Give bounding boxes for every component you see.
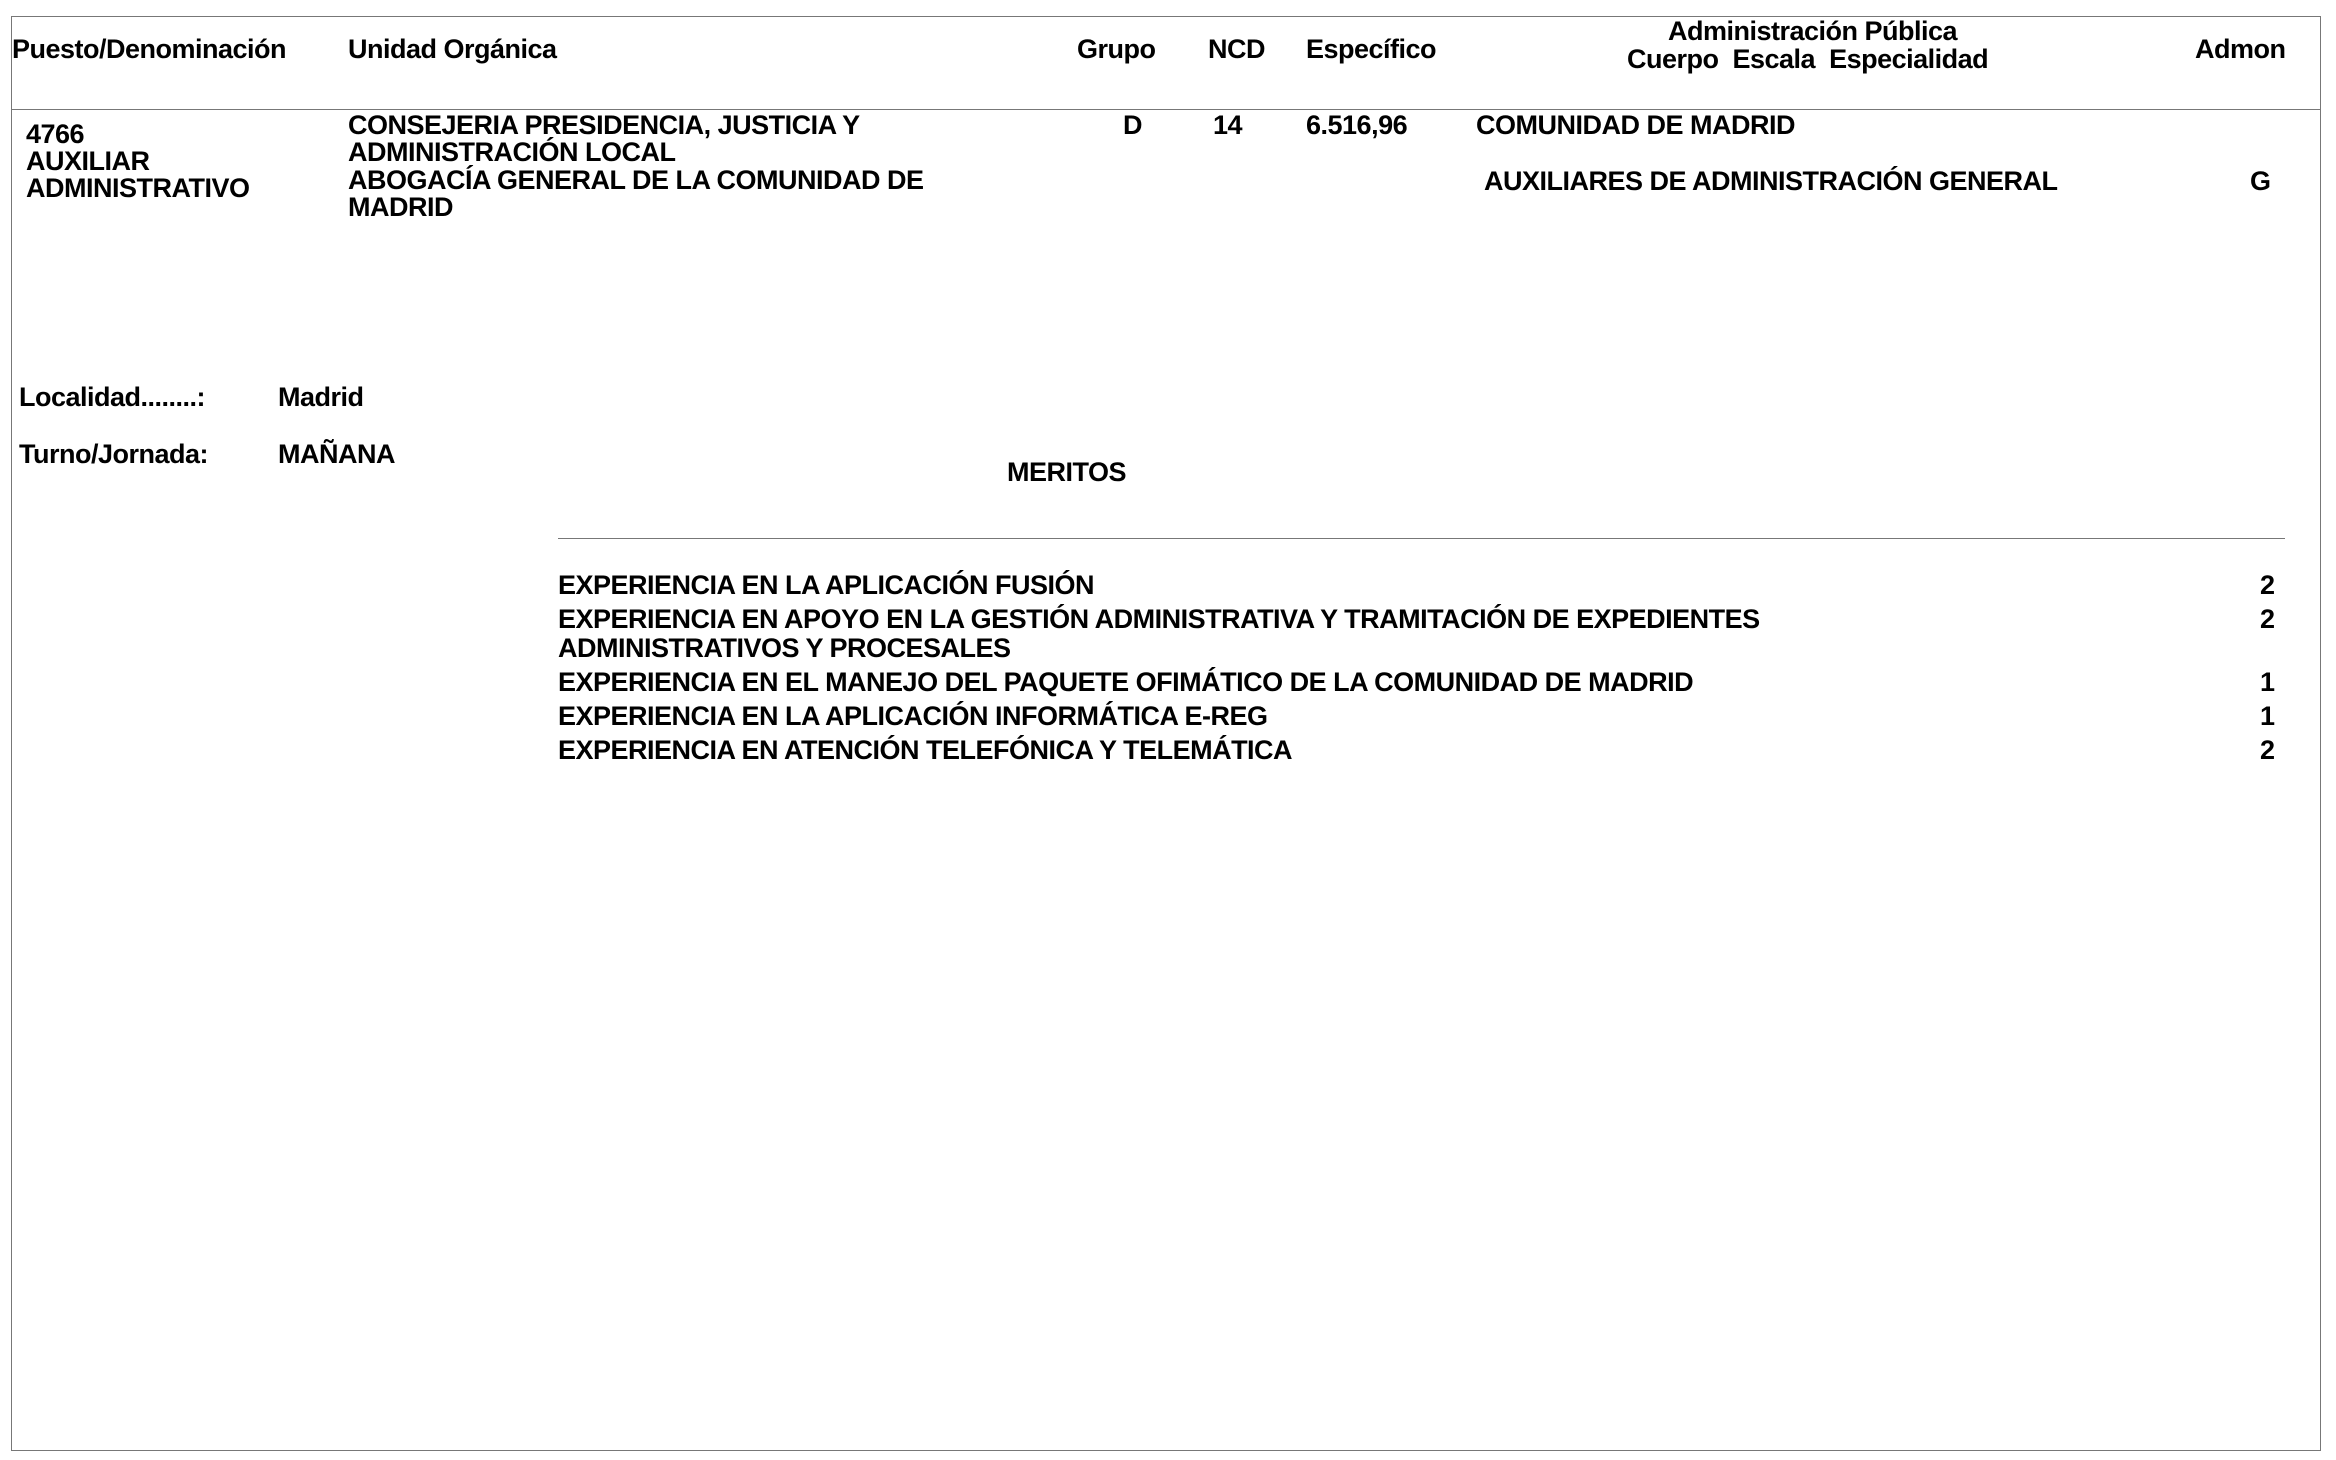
merito-points: 2 [2260, 570, 2275, 600]
turno-value: MAÑANA [278, 439, 395, 469]
header-puesto-denominacion: Puesto/Denominación [12, 34, 287, 64]
merito-points: 1 [2260, 701, 2275, 731]
header-admon: Admon [2195, 34, 2286, 64]
administracion-value: COMUNIDAD DE MADRID [1476, 110, 1795, 140]
unidad-organica-line: ABOGACÍA GENERAL DE LA COMUNIDAD DE [348, 165, 924, 195]
meritos-divider [558, 538, 2285, 539]
merito-item: EXPERIENCIA EN LA APLICACIÓN INFORMÁTICA E-REG [558, 701, 1268, 731]
puesto-numero: 4766 [26, 119, 85, 149]
merito-item: EXPERIENCIA EN LA APLICACIÓN FUSIÓN [558, 570, 1095, 600]
ncd-value: 14 [1213, 110, 1243, 140]
header-administracion-publica: Administración Pública [1668, 16, 1958, 46]
cuerpo-value: AUXILIARES DE ADMINISTRACIÓN GENERAL [1484, 166, 2058, 196]
localidad-value: Madrid [278, 382, 364, 412]
header-cuerpo-escala-especialidad: Cuerpo Escala Especialidad [1627, 44, 1989, 74]
denominacion-line: AUXILIAR [26, 146, 150, 176]
merito-item: EXPERIENCIA EN ATENCIÓN TELEFÓNICA Y TELEMÁTICA [558, 735, 1293, 765]
localidad-label: Localidad........: [19, 382, 206, 412]
especifico-value: 6.516,96 [1306, 110, 1408, 140]
merito-item-continuation: ADMINISTRATIVOS Y PROCESALES [558, 633, 1011, 663]
grupo-value: D [1123, 110, 1142, 140]
merito-item: EXPERIENCIA EN APOYO EN LA GESTIÓN ADMINISTRATIVA Y TRAMITACIÓN DE EXPEDIENTES [558, 604, 1760, 634]
unidad-organica-line: MADRID [348, 192, 453, 222]
unidad-organica-line: CONSEJERIA PRESIDENCIA, JUSTICIA Y [348, 110, 860, 140]
meritos-title: MERITOS [1007, 457, 1127, 487]
merito-item: EXPERIENCIA EN EL MANEJO DEL PAQUETE OFIMÁTICO DE LA COMUNIDAD DE MADRID [558, 667, 1694, 697]
header-unidad-organica: Unidad Orgánica [348, 34, 557, 64]
merito-points: 1 [2260, 667, 2275, 697]
merito-points: 2 [2260, 604, 2275, 634]
header-especifico: Específico [1306, 34, 1437, 64]
denominacion-line: ADMINISTRATIVO [26, 173, 250, 203]
header-grupo: Grupo [1077, 34, 1156, 64]
turno-label: Turno/Jornada: [19, 439, 209, 469]
merito-points: 2 [2260, 735, 2275, 765]
admon-value: G [2250, 166, 2271, 196]
unidad-organica-line: ADMINISTRACIÓN LOCAL [348, 137, 676, 167]
header-ncd: NCD [1208, 34, 1265, 64]
